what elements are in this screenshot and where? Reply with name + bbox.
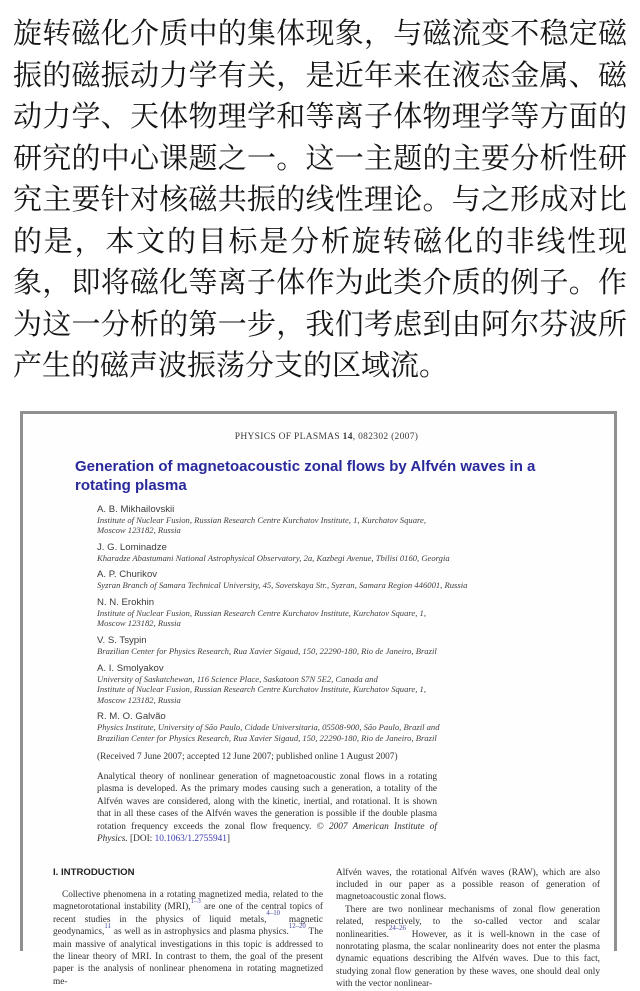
author-name: V. S. Tsypin: [97, 635, 147, 647]
author-block: [97, 504, 600, 536]
author-affiliation: Moscow 123182, Russia: [97, 694, 181, 705]
reference-link[interactable]: 24–26: [388, 925, 406, 933]
author-affiliation: Institute of Nuclear Fusion, Russian Research Centre Kurchatov Institute, 1, Kurchatov Square,: [97, 514, 426, 525]
journal-volume: 14: [342, 431, 353, 442]
paper-title: Generation of magnetoacoustic zonal flows by Alfvén waves in a rotating plasma: [75, 457, 536, 494]
doi-link[interactable]: 10.1063/1.2755941: [154, 834, 227, 845]
authors-section: [97, 504, 600, 744]
two-column-body: [53, 867, 600, 991]
author-affiliation: University of Saskatchewan, 116 Science Place, Saskatoon S7N 5E2, Canada and: [97, 673, 378, 684]
received-line: (Received 7 June 2007; accepted 12 June 2007; published online 1 August 2007): [97, 751, 398, 762]
right-column: [336, 867, 600, 991]
author-block: [97, 542, 600, 564]
author-name: A. B. Mikhailovskii: [97, 503, 175, 515]
author-block: [97, 635, 600, 657]
author-block: [97, 597, 600, 629]
paper-page: [20, 411, 617, 990]
author-name: J. G. Lominadze: [97, 541, 167, 553]
author-block: [97, 569, 600, 591]
author-block: [97, 663, 600, 706]
reference-link[interactable]: 12–20: [288, 922, 306, 930]
intro-paragraph-left: Collective phenomena in a rotating magnetized media, related to the magnetorotational instability (MRI),$^{1-3}$ are one of the central topics of recent studies in the physics of liquid metals,$^{4-10}$ magnetic geodynamics,$^{11}$ as well as in astrophysics and plasma physics.$^{12-20}$ The main massive of analytical investigations in this topic is addressed to the linear theory of MRI. In contrast to them, the goal of the present paper is the analysis of nonlinear phenomena in rotating magnetized me-: [53, 890, 323, 987]
author-affiliation: Institute of Nuclear Fusion, Russian Research Centre Kurchatov Institute, Kurchatov Square, 1,: [97, 684, 426, 695]
author-affiliation: Moscow 123182, Russia: [97, 525, 181, 536]
abstract-paragraph: [97, 771, 437, 846]
author-name: N. N. Erokhin: [97, 596, 155, 608]
reference-link[interactable]: 1–3: [190, 897, 201, 905]
journal-name: PHYSICS OF PLASMAS: [234, 431, 343, 442]
author-name: R. M. O. Galvão: [97, 711, 166, 723]
paper-image-container: [20, 411, 620, 990]
author-affiliation: Brazilian Center for Physics Research, Rua Xavier Sigaud, 150, 22290-180, Rio de Janeiro, Brazil: [97, 733, 437, 744]
reference-link[interactable]: 4–10: [266, 910, 281, 918]
intro-paragraph-right-2: There are two nonlinear mechanisms of zonal flow generation related, respectively, to the so-called vector and scalar nonlinearities.$^{24-26}$ However, as it is well-known in the case of nonrotating plasma, the scalar nonlinearity does not enter the plasma dynamic equations describing the Alfvén waves. Due to this fact, studying zonal flow generation by these waves, one should deal only with the vector nonlinear-: [336, 904, 600, 990]
intro-paragraph-right-1: Alfvén waves, the rotational Alfvén waves (RAW), which are also included in our paper as a possible reason of generation of magnetoacoustic zonal flows.: [336, 867, 600, 903]
translated-abstract-text: 旋转磁化介质中的集体现象，与磁流变不稳定磁振的磁振动力学有关，是近年来在液态金属、磁动力学、天体物理学和等离子体物理学等方面的研究的中心课题之一。这一主题的主要分析性研究主要针对核磁共振的线性理论。与之形成对比的是，本文的目标是分析旋转磁化的非线性现象，即将磁化等离子体作为此类介质的例子。作为这一分析的第一步，我们考虑到由阿尔芬波所产生的磁声波振荡分支的区域流。: [13, 18, 627, 382]
section-heading-introduction: I. INTRODUCTION: [53, 866, 135, 878]
journal-header: [53, 432, 600, 442]
abstract-text: Analytical theory of nonlinear generation of magnetoacoustic zonal flows in a rotating plasma is developed. As the primary modes causing such a generation, a totality of the Alfvén waves are considered, along with the kinetic, inertial, and rotational. It is shown that in all these cases of the Alfvén waves the generation is possible if the double plasma rotation frequency exceeds the zonal flow frequency.: [97, 771, 437, 832]
reference-link[interactable]: 11: [104, 922, 111, 930]
journal-issue: , 082302 (2007): [352, 431, 419, 442]
author-name: A. I. Smolyakov: [97, 662, 164, 674]
author-affiliation: Physics Institute, University of São Paulo, Cidade Universitaria, 05508-900, São Paulo, Brazil and: [97, 722, 440, 733]
author-affiliation: Institute of Nuclear Fusion, Russian Research Centre Kurchatov Institute, Kurchatov Square, 1,: [97, 607, 426, 618]
doi-bracket-close: ]: [226, 834, 231, 845]
author-affiliation: Brazilian Center for Physics Research, Rua Xavier Sigaud, 150, 22290-180, Rio de Janeiro, Brazil: [97, 646, 437, 657]
author-block: [97, 711, 600, 743]
author-name: A. P. Churikov: [97, 569, 158, 581]
doi-bracket-open: [DOI:: [127, 834, 155, 845]
left-column: [53, 867, 323, 991]
copyright-notice: © 2007 American Institute of Physics.: [97, 821, 437, 845]
author-affiliation: Moscow 123182, Russia: [97, 618, 181, 629]
author-affiliation: Syzran Branch of Samara Technical University, 45, Sovetskaya Str., Syzran, Samara Region 446001, Russia: [97, 580, 468, 591]
author-affiliation: Kharadze Abastumani National Astrophysical Observatory, 2a, Kazbegi Avenue, Tbilisi 0160, Georgia: [97, 552, 450, 563]
